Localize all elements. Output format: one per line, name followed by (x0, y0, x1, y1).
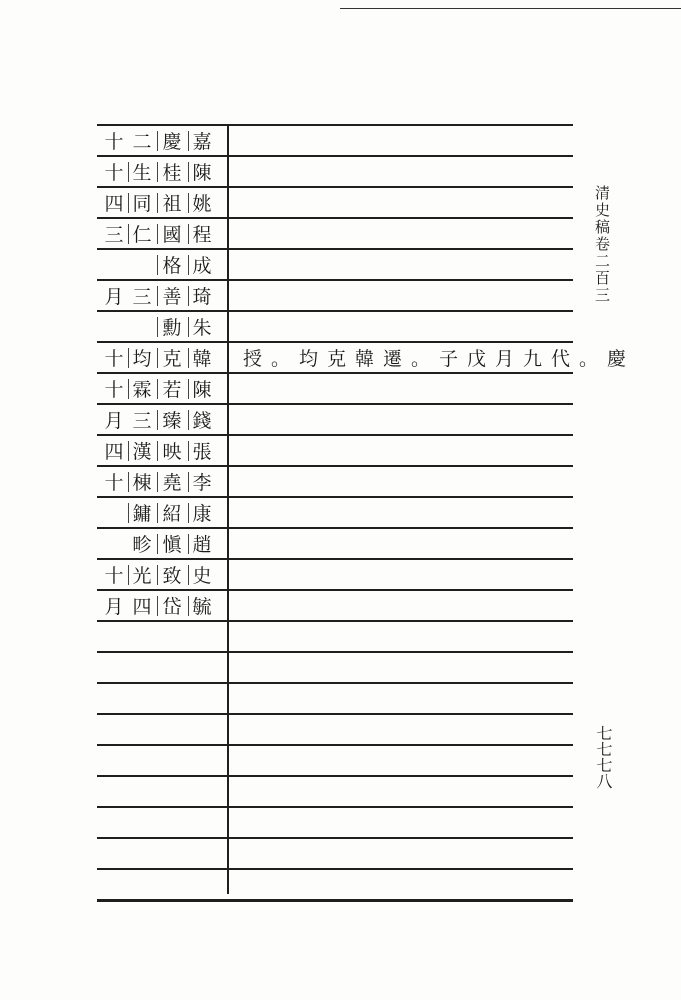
proper-name-mark (188, 503, 189, 523)
table-row (97, 372, 573, 403)
table-row (97, 589, 573, 620)
name-cell-c3: 善 (162, 286, 182, 308)
name-cell-c1 (101, 657, 127, 681)
name-cell-c4: 康 (192, 503, 212, 525)
proper-name-mark (188, 131, 189, 151)
name-cell-c3 (159, 626, 185, 650)
table-row (97, 620, 573, 651)
name-cell-c2 (129, 781, 155, 805)
name-cell-c4: 成 (192, 255, 212, 277)
proper-name-mark (157, 255, 158, 275)
proper-name-mark (188, 379, 189, 399)
proper-name-mark (157, 503, 158, 523)
name-cell-c4: 琦 (192, 286, 212, 308)
name-cell-c4: 韓 (192, 348, 212, 370)
name-cell-c4 (189, 874, 215, 898)
proper-name-mark (157, 472, 158, 492)
proper-name-mark (128, 441, 129, 461)
name-cell-c1: 四 (104, 193, 124, 215)
name-cell-c3: 致 (162, 565, 182, 587)
record-text: 授。均克韓遷。子戊月九代。慶 (243, 348, 636, 370)
name-cell-c1: 十 (104, 131, 124, 153)
row-rule (97, 899, 573, 901)
proper-name-mark (157, 224, 158, 244)
proper-name-mark (128, 565, 129, 585)
name-cell-c1: 十 (104, 565, 124, 587)
proper-name-mark (157, 162, 158, 182)
name-cell-c2 (129, 750, 155, 774)
side-title: 清史稿卷二百三 (593, 185, 611, 304)
name-cell-c1 (101, 533, 127, 557)
name-cell-c4 (189, 688, 215, 712)
name-cell-c1: 月 (104, 596, 124, 618)
name-cell-c1 (101, 254, 127, 278)
table-row (97, 434, 573, 465)
name-cell-c1 (101, 626, 127, 650)
name-cell-c1 (101, 781, 127, 805)
name-cell-c2: 二 (132, 131, 152, 153)
proper-name-mark (128, 348, 129, 368)
name-cell-c3: 紹 (162, 503, 182, 525)
table-row (97, 868, 573, 899)
page-number: 七七七八 (594, 725, 613, 789)
name-cell-c3: 映 (162, 441, 182, 463)
name-cell-c1: 四 (104, 441, 124, 463)
table-row (97, 496, 573, 527)
name-cell-c3 (159, 657, 185, 681)
name-cell-c4: 張 (192, 441, 212, 463)
proper-name-mark (188, 193, 189, 213)
name-cell-c3: 桂 (162, 162, 182, 184)
name-cell-c4: 陳 (192, 162, 212, 184)
name-cell-c4: 毓 (192, 596, 212, 618)
proper-name-mark (188, 565, 189, 585)
name-cell-c1 (101, 316, 127, 340)
name-cell-c3 (159, 812, 185, 836)
table-row (97, 155, 573, 186)
name-cell-c1 (101, 750, 127, 774)
table-row (97, 806, 573, 837)
name-cell-c2: 霖 (132, 379, 152, 401)
name-cell-c1 (101, 874, 127, 898)
proper-name-mark (188, 472, 189, 492)
name-cell-c1: 十 (104, 472, 124, 494)
table-row (97, 279, 573, 310)
table-row (97, 403, 573, 434)
name-cell-c3: 國 (162, 224, 182, 246)
table-row (97, 713, 573, 744)
name-cell-c2: 四 (132, 596, 152, 618)
name-cell-c4: 程 (192, 224, 212, 246)
name-cell-c2: 光 (132, 565, 152, 587)
name-cell-c2 (129, 688, 155, 712)
name-cell-c3: 若 (162, 379, 182, 401)
table-row (97, 465, 573, 496)
name-cell-c4 (189, 719, 215, 743)
name-cell-c3: 克 (162, 348, 182, 370)
proper-name-mark (157, 286, 158, 306)
proper-name-mark (157, 131, 158, 151)
table-row (97, 217, 573, 248)
table-row (97, 558, 573, 589)
name-cell-c2: 畛 (132, 534, 152, 556)
name-cell-c4 (189, 812, 215, 836)
name-cell-c4 (189, 843, 215, 867)
name-cell-c4: 錢 (192, 410, 212, 432)
proper-name-mark (188, 162, 189, 182)
proper-name-mark (128, 503, 129, 523)
proper-name-mark (188, 224, 189, 244)
proper-name-mark (157, 565, 158, 585)
name-cell-c3: 勳 (162, 317, 182, 339)
name-cell-c2 (129, 812, 155, 836)
name-cell-c3: 臻 (162, 410, 182, 432)
name-cell-c1 (101, 719, 127, 743)
name-cell-c4 (189, 750, 215, 774)
name-cell-c3 (159, 781, 185, 805)
name-cell-c2: 三 (132, 410, 152, 432)
proper-name-mark (157, 379, 158, 399)
proper-name-mark (128, 162, 129, 182)
name-cell-c4: 史 (192, 565, 212, 587)
name-cell-c2: 漢 (132, 441, 152, 463)
name-cell-c2: 棟 (132, 472, 152, 494)
proper-name-mark (188, 410, 189, 430)
name-cell-c2 (129, 316, 155, 340)
table-row (97, 744, 573, 775)
proper-name-mark (157, 441, 158, 461)
name-cell-c3 (159, 750, 185, 774)
name-cell-c2 (129, 719, 155, 743)
table-row (97, 248, 573, 279)
proper-name-mark (128, 193, 129, 213)
name-cell-c3: 祖 (162, 193, 182, 215)
name-cell-c4: 朱 (192, 317, 212, 339)
proper-name-mark (128, 379, 129, 399)
proper-name-mark (157, 317, 158, 337)
proper-name-mark (188, 348, 189, 368)
name-cell-c1: 月 (104, 410, 124, 432)
name-cell-c1 (101, 812, 127, 836)
table-row (97, 775, 573, 806)
name-cell-c4: 李 (192, 472, 212, 494)
name-cell-c2 (129, 843, 155, 867)
table-row (97, 682, 573, 713)
table-row (97, 651, 573, 682)
proper-name-mark (157, 193, 158, 213)
proper-name-mark (188, 255, 189, 275)
name-cell-c3: 格 (162, 255, 182, 277)
name-cell-c2 (129, 626, 155, 650)
name-cell-c3: 慶 (162, 131, 182, 153)
table-row (97, 341, 636, 372)
name-cell-c2 (129, 874, 155, 898)
table-row (97, 310, 573, 341)
table-row (97, 527, 573, 558)
proper-name-mark (157, 596, 158, 616)
name-cell-c4 (189, 781, 215, 805)
name-cell-c3 (159, 843, 185, 867)
name-cell-c2: 均 (132, 348, 152, 370)
table-row (97, 186, 573, 217)
proper-name-mark (128, 472, 129, 492)
proper-name-mark (188, 441, 189, 461)
name-cell-c4 (189, 657, 215, 681)
name-cell-c1 (101, 843, 127, 867)
table-row (97, 124, 573, 155)
name-cell-c3 (159, 719, 185, 743)
name-cell-c4: 趙 (192, 534, 212, 556)
name-cell-c2: 三 (132, 286, 152, 308)
name-cell-c2 (129, 254, 155, 278)
name-cell-c3: 愼 (162, 534, 182, 556)
name-cell-c3: 岱 (162, 596, 182, 618)
proper-name-mark (157, 534, 158, 554)
top-rule (340, 8, 681, 9)
proper-name-mark (157, 348, 158, 368)
name-cell-c2 (129, 657, 155, 681)
name-cell-c2: 鏞 (132, 503, 152, 525)
name-cell-c1: 十 (104, 379, 124, 401)
name-cell-c1 (101, 502, 127, 526)
name-cell-c1: 三 (104, 224, 124, 246)
name-cell-c2: 生 (132, 162, 152, 184)
proper-name-mark (188, 596, 189, 616)
table-row (97, 837, 573, 868)
name-cell-c2: 仁 (132, 224, 152, 246)
name-cell-c4: 姚 (192, 193, 212, 215)
name-cell-c3 (159, 874, 185, 898)
name-cell-c1 (101, 688, 127, 712)
name-cell-c2: 同 (132, 193, 152, 215)
proper-name-mark (128, 224, 129, 244)
proper-name-mark (188, 317, 189, 337)
name-cell-c1: 月 (104, 286, 124, 308)
name-cell-c1: 十 (104, 348, 124, 370)
proper-name-mark (157, 410, 158, 430)
name-cell-c4: 陳 (192, 379, 212, 401)
name-cell-c3 (159, 688, 185, 712)
name-cell-c4 (189, 626, 215, 650)
proper-name-mark (188, 534, 189, 554)
proper-name-mark (188, 286, 189, 306)
name-cell-c4: 嘉 (192, 131, 212, 153)
name-cell-c1: 十 (104, 162, 124, 184)
name-cell-c3: 堯 (162, 472, 182, 494)
